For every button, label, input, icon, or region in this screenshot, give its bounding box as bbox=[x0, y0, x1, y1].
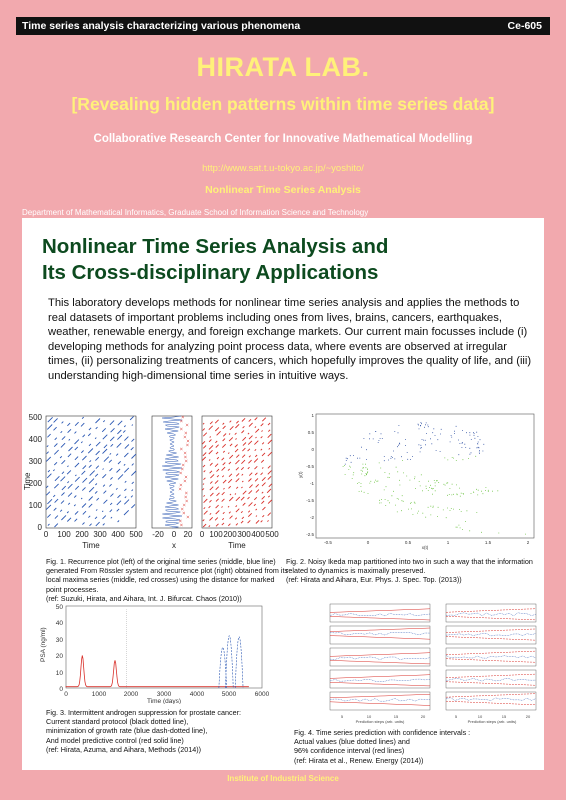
fig2-blue-partition bbox=[345, 423, 484, 465]
fig1-caption-block bbox=[46, 557, 290, 603]
lab-name: HIRATA LAB. bbox=[196, 52, 370, 82]
fig2-green-partition bbox=[343, 456, 526, 534]
fig3-ytick: 30 bbox=[55, 637, 63, 644]
fig4-caption-line: 96% confidence interval (red lines) bbox=[294, 746, 405, 756]
fig1-xtick: 100 bbox=[57, 530, 71, 539]
fig1-ytick: 100 bbox=[28, 501, 42, 510]
fig3-ytick: 0 bbox=[59, 686, 63, 693]
fig4-xtick: 5 bbox=[340, 714, 344, 719]
fig3-ytick: 10 bbox=[55, 670, 63, 677]
fig4-caption-line: Actual values (blue dotted lines) and bbox=[294, 737, 410, 747]
fig2-ytick: 0.5 bbox=[307, 430, 314, 435]
fig2-ytick: -2.5 bbox=[306, 532, 314, 537]
fig4-xtick: 20 bbox=[420, 714, 426, 719]
fig3-xtick: 5000 bbox=[221, 691, 237, 698]
fig4-xtick: 15 bbox=[393, 714, 399, 719]
fig1-ytick: 500 bbox=[28, 413, 42, 422]
fig3-ylabel: PSA (ng/ml) bbox=[40, 627, 47, 662]
fig3-caption-block bbox=[46, 708, 286, 754]
fig3-caption-line: Current standard protocol (black dotted line), bbox=[46, 717, 189, 727]
fig2-xlabel: x(t) bbox=[421, 545, 429, 550]
fig4-xtick: 20 bbox=[525, 714, 531, 719]
fig1-ref: (ref: Suzuki, Hirata, and Aihara, Int. J. Bifurcat. Chaos (2010)) bbox=[46, 593, 242, 603]
fig3-psa-plot bbox=[36, 602, 272, 704]
fig2-ytick: -1 bbox=[309, 481, 314, 486]
fig2-xtick: 1.5 bbox=[484, 540, 492, 545]
fig1-xtick: 400 bbox=[251, 530, 265, 539]
fig1-xtick: 400 bbox=[111, 530, 125, 539]
fig4-panel-frame bbox=[446, 692, 536, 710]
fig2-caption: Fig. 2. Noisy Ikeda map partitioned into two in such a way that the information related to dynamics is maximally preserved. bbox=[286, 557, 533, 576]
fig1-ytick: 0 bbox=[37, 523, 42, 532]
fig4-xlabel: Prediction steps (arb. units) bbox=[467, 719, 517, 724]
fig1-ytick: 300 bbox=[28, 457, 42, 466]
fig4-panel-frame bbox=[446, 648, 536, 666]
fig1-caption: Fig. 1. Recurrence plot (left) of the original time series (middle, blue line) generated From Rössler system and recurrence plot (right) obtained from its local maxima series (middle, red crosses) using the distance for marked point processes. bbox=[46, 557, 289, 594]
fig1-xtick: 300 bbox=[93, 530, 107, 539]
fig4-xtick: 15 bbox=[501, 714, 507, 719]
fig2-ytick: 0 bbox=[311, 447, 314, 452]
fig1-xtick: 200 bbox=[223, 530, 237, 539]
fig1-left-recurrence-plot bbox=[46, 416, 136, 528]
fig1-left-frame bbox=[46, 416, 136, 528]
fig2-ytick: -1.5 bbox=[306, 498, 314, 503]
fig2-xtick: 0 bbox=[366, 540, 370, 545]
fig4-caption-block bbox=[294, 728, 534, 765]
fig3-xtick: 3000 bbox=[156, 691, 172, 698]
main-panel bbox=[22, 218, 544, 770]
fig3-series bbox=[66, 609, 249, 688]
fig3-caption-line: Fig. 3. Intermittent androgen suppression for prostate cancer: bbox=[46, 708, 241, 717]
fig2-ikeda-map bbox=[290, 408, 540, 550]
fig4-xtick: 10 bbox=[366, 714, 372, 719]
fig3-mpc-line bbox=[66, 656, 249, 688]
fig2-ytick: -0.5 bbox=[306, 464, 314, 469]
footer-institute: Institute of Industrial Science bbox=[227, 774, 339, 783]
main-title-line1: Nonlinear Time Series Analysis and bbox=[42, 235, 389, 258]
fig1-xtick: 0 bbox=[43, 530, 49, 539]
fig1-xtick: 20 bbox=[183, 530, 193, 539]
intro-paragraph: This laboratory develops methods for nonlinear time series analysis and applies the methods to real datasets of important problems including ones from lives, brains, cancers, earthquakes, weather, renewable energy, and foreign exchange markets. Our current main focusses include (i) developing methods for analyzing point process data, where events are observed at irregular times, (ii) personalizing treatments of cancers, which hopefully improves the quality of life, and (iii) understanding high-dimensional time series in intuitive ways. bbox=[48, 297, 532, 382]
lab-url-link[interactable]: http://www.sat.t.u-tokyo.ac.jp/~yoshito/ bbox=[202, 163, 364, 174]
fig3-caption-line: (ref: Hirata, Azuma, and Aihara, Methods (2014)) bbox=[46, 744, 202, 754]
header-bar bbox=[0, 0, 566, 36]
fig1-xtick: -20 bbox=[152, 530, 164, 539]
fig1-xtick: 500 bbox=[129, 530, 143, 539]
fig1-ytick: 200 bbox=[28, 479, 42, 488]
fig3-ytick: 50 bbox=[55, 604, 63, 611]
fig1-xtick: 0 bbox=[171, 530, 177, 539]
fig1-ylabel: Time bbox=[23, 472, 32, 490]
fig1-xtick: 200 bbox=[75, 530, 89, 539]
fig1-xlabel-mid: x bbox=[172, 541, 176, 550]
fig2-ytick: 1 bbox=[311, 413, 314, 418]
fig3-xlabel: Time (days) bbox=[146, 698, 182, 704]
fig3-xtick: 0 bbox=[64, 691, 68, 698]
lab-subtitle: Nonlinear Time Series Analysis bbox=[205, 184, 361, 196]
fig1-ytick: 400 bbox=[28, 435, 42, 444]
fig3-growth-rate-line bbox=[219, 636, 243, 688]
fig2-xtick: 0.5 bbox=[404, 540, 412, 545]
main-title-line2: Its Cross-disciplinary Applications bbox=[42, 261, 379, 284]
header-strip bbox=[16, 17, 550, 35]
fig2-xtick: 2 bbox=[526, 540, 530, 545]
fig4-panel-group bbox=[330, 604, 536, 710]
fig1-xtick: 500 bbox=[265, 530, 279, 539]
fig4-prediction-panels bbox=[290, 600, 538, 724]
fig1-middle-time-series bbox=[152, 416, 192, 528]
fig3-xtick: 6000 bbox=[254, 691, 270, 698]
fig4-xtick: 5 bbox=[454, 714, 458, 719]
fig4-panel-frame bbox=[446, 626, 536, 644]
fig4-caption-line: (ref: Hirata et al., Renew. Energy (2014)) bbox=[294, 755, 424, 765]
fig2-xtick: -0.5 bbox=[324, 540, 332, 545]
lab-tagline: [Revealing hidden patterns within time series data] bbox=[71, 94, 495, 114]
fig4-xlabel: Prediction steps (arb. units) bbox=[355, 719, 405, 724]
fig2-caption-block bbox=[286, 557, 538, 585]
fig3-xtick: 1000 bbox=[91, 691, 107, 698]
header-title: Time series analysis characterizing various phenomena bbox=[22, 20, 301, 32]
fig3-xtick: 2000 bbox=[123, 691, 139, 698]
fig1-xlabel-left: Time bbox=[82, 541, 100, 550]
fig1-xtick: 0 bbox=[199, 530, 205, 539]
fig4-panel-frame bbox=[446, 670, 536, 688]
fig3-xtick: 4000 bbox=[189, 691, 205, 698]
fig2-ytick: -2 bbox=[309, 515, 314, 520]
fig3-ytick: 20 bbox=[55, 653, 63, 660]
poster-code: Ce-605 bbox=[507, 20, 542, 32]
fig1-xtick: 100 bbox=[209, 530, 223, 539]
fig4-xtick: 10 bbox=[477, 714, 483, 719]
fig1-xlabel-right: Time bbox=[228, 541, 246, 550]
fig2-xtick: 1 bbox=[446, 540, 450, 545]
fig2-ylabel: y(t) bbox=[298, 471, 303, 478]
fig3-ytick: 40 bbox=[55, 620, 63, 627]
department: Department of Mathematical Informatics, Graduate School of Information Science and Technology bbox=[22, 208, 369, 217]
research-center: Collaborative Research Center for Innovative Mathematical Modelling bbox=[93, 133, 473, 145]
fig1-xtick: 300 bbox=[237, 530, 251, 539]
main-title bbox=[42, 234, 388, 286]
fig4-caption-line: Fig. 4. Time series prediction with confidence intervals : bbox=[294, 728, 471, 737]
fig3-caption-line: And model predictive control (red solid line) bbox=[46, 735, 184, 745]
fig2-ref: (ref: Hirata and Aihara, Eur. Phys. J. Spec. Top. (2013)) bbox=[286, 575, 462, 585]
fig3-caption-line: minimization of growth rate (blue dash-dotted line), bbox=[46, 726, 208, 736]
fig2-scatter-points bbox=[343, 423, 526, 534]
fig1-recurrence-plots bbox=[22, 406, 284, 554]
fig1-right-recurrence-plot bbox=[202, 416, 272, 528]
